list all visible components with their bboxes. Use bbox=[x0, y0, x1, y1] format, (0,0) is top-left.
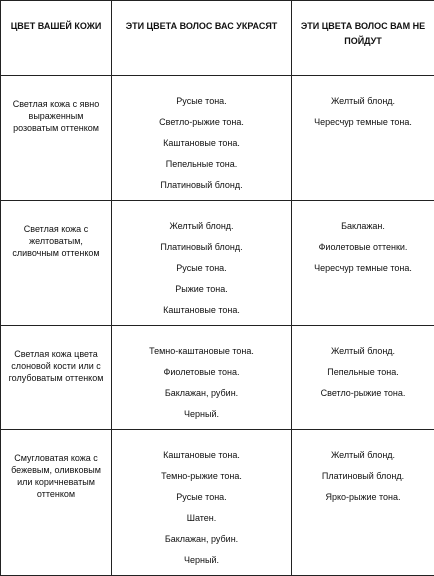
table-row bbox=[1, 430, 434, 576]
header-skin-color: ЦВЕТ ВАШЕЙ КОЖИ bbox=[1, 1, 112, 76]
header-unsuitable-colors: ЭТИ ЦВЕТА ВОЛОС ВАМ НЕ ПОЙДУТ bbox=[292, 1, 434, 76]
suitable-color-item: Платиновый блонд. bbox=[116, 179, 287, 191]
unsuitable-color-item: Чересчур темные тона. bbox=[296, 262, 430, 274]
unsuitable-color-item: Светло-рыжие тона. bbox=[296, 387, 430, 399]
unsuitable-color-item: Ярко-рыжие тона. bbox=[296, 491, 430, 503]
table-row bbox=[1, 76, 434, 201]
table-row bbox=[1, 201, 434, 326]
table-row bbox=[1, 326, 434, 430]
unsuitable-color-item: Пепельные тона. bbox=[296, 366, 430, 378]
suitable-color-item: Платиновый блонд. bbox=[116, 241, 287, 253]
skin-description: Светлая кожа цвета слоновой кости или с голубоватым оттенком bbox=[7, 348, 105, 384]
suitable-color-item: Темно-рыжие тона. bbox=[116, 470, 287, 482]
suitable-color-item: Каштановые тона. bbox=[116, 304, 287, 316]
unsuitable-color-item: Платиновый блонд. bbox=[296, 470, 430, 482]
suitable-color-item: Желтый блонд. bbox=[116, 220, 287, 232]
suitable-color-item: Пепельные тона. bbox=[116, 158, 287, 170]
suitable-color-item: Темно-каштановые тона. bbox=[116, 345, 287, 357]
suitable-color-item: Русые тона. bbox=[116, 95, 287, 107]
suitable-color-item: Каштановые тона. bbox=[116, 137, 287, 149]
unsuitable-color-item: Баклажан. bbox=[296, 220, 430, 232]
suitable-color-item: Черный. bbox=[116, 554, 287, 566]
unsuitable-color-item: Желтый блонд. bbox=[296, 449, 430, 461]
skin-description: Светлая кожа с явно выраженным розоватым оттенком bbox=[7, 98, 105, 134]
suitable-color-item: Баклажан, рубин. bbox=[116, 533, 287, 545]
header-suitable-colors: ЭТИ ЦВЕТА ВОЛОС ВАС УКРАСЯТ bbox=[112, 1, 292, 76]
suitable-colors-cell bbox=[112, 326, 292, 430]
unsuitable-color-item: Чересчур темные тона. bbox=[296, 116, 430, 128]
skin-cell bbox=[1, 326, 112, 430]
skin-description: Смугловатая кожа с бежевым, оливковым или коричневатым оттенком bbox=[7, 452, 105, 500]
suitable-color-item: Светло-рыжие тона. bbox=[116, 116, 287, 128]
suitable-color-item: Шатен. bbox=[116, 512, 287, 524]
suitable-color-item: Фиолетовые тона. bbox=[116, 366, 287, 378]
skin-cell bbox=[1, 201, 112, 326]
suitable-colors-cell bbox=[112, 76, 292, 201]
suitable-color-item: Русые тона. bbox=[116, 491, 287, 503]
skin-description: Светлая кожа с желтоватым, сливочным оттенком bbox=[7, 223, 105, 259]
suitable-color-item: Черный. bbox=[116, 408, 287, 420]
unsuitable-colors-cell bbox=[292, 76, 434, 201]
suitable-color-item: Каштановые тона. bbox=[116, 449, 287, 461]
skin-cell bbox=[1, 76, 112, 201]
unsuitable-colors-cell bbox=[292, 201, 434, 326]
unsuitable-color-item: Фиолетовые оттенки. bbox=[296, 241, 430, 253]
suitable-color-item: Русые тона. bbox=[116, 262, 287, 274]
suitable-color-item: Баклажан, рубин. bbox=[116, 387, 287, 399]
unsuitable-colors-cell bbox=[292, 326, 434, 430]
suitable-color-item: Рыжие тона. bbox=[116, 283, 287, 295]
header-row bbox=[1, 1, 434, 76]
suitable-colors-cell bbox=[112, 201, 292, 326]
unsuitable-color-item: Желтый блонд. bbox=[296, 345, 430, 357]
unsuitable-colors-cell bbox=[292, 430, 434, 576]
suitable-colors-cell bbox=[112, 430, 292, 576]
skin-cell bbox=[1, 430, 112, 576]
unsuitable-color-item: Желтый блонд. bbox=[296, 95, 430, 107]
